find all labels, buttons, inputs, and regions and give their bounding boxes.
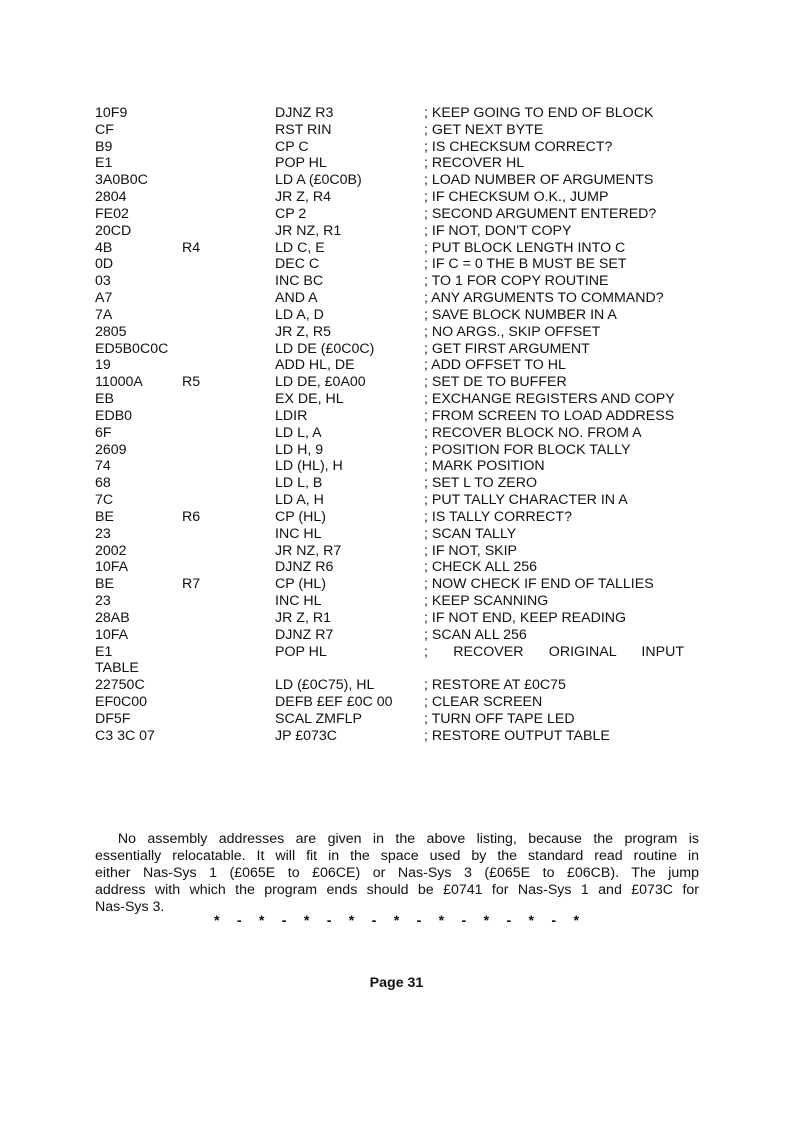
machine-code: E1 [95,155,113,172]
instruction: LD (HL), H [275,458,343,475]
comment: ; SET L TO ZERO [424,475,538,492]
instruction: LD A, D [275,306,324,323]
instruction: POP HL [275,155,327,172]
comment: ; IF CHECKSUM O.K., JUMP [424,189,609,206]
comment: ; MARK POSITION [424,458,545,475]
instruction: LD A (£0C0B) [275,172,362,189]
body-paragraph [95,831,699,916]
machine-code: A7 [95,290,113,307]
instruction: JR NZ, R7 [275,542,342,559]
instruction: CP (HL) [275,508,326,525]
machine-code: 10F9 [95,105,128,121]
comment: ; TO 1 FOR COPY ROUTINE [424,273,609,290]
section-separator: * - * - * - * - * - * - * - * - * [214,913,579,929]
instruction: DJNZ R7 [275,626,334,643]
machine-code: 19 [95,357,111,374]
instruction: LD L, A [275,424,322,441]
machine-code: 20CD [95,222,132,239]
instruction: INC HL [275,525,322,542]
instruction: POP HL [275,643,327,660]
machine-code: 2804 [95,189,127,206]
comment: ; ADD OFFSET TO HL [424,357,566,374]
machine-code: EB [95,391,114,408]
instruction: LD (£0C75), HL [275,677,375,694]
label: R7 [182,576,201,593]
comment: ; GET NEXT BYTE [424,121,544,138]
machine-code: DF5F [95,710,131,727]
machine-code: 10FA [95,626,129,643]
instruction: AND A [275,290,318,307]
machine-code: 7C [95,492,114,509]
machine-code: 11000A [95,374,143,391]
instruction: JR Z, R5 [275,323,331,340]
label: R4 [182,239,201,256]
comment: ; PUT BLOCK LENGTH INTO C [424,239,626,256]
instruction: DJNZ R6 [275,559,334,576]
machine-code: 2805 [95,323,127,340]
machine-code: C3 3C 07 [95,727,155,744]
instruction: LD DE (£0C0C) [275,340,375,357]
machine-code: ED5B0C0C [95,340,169,357]
instruction: CP 2 [275,205,307,222]
paragraph-line: Nas-Sys 3. [95,899,165,915]
comment: ; SAVE BLOCK NUMBER IN A [424,306,617,323]
machine-code: 7A [95,306,113,323]
machine-code: 0D [95,256,114,273]
instruction: JR Z, R4 [275,189,331,206]
page-number: Page 31 [369,975,424,991]
comment: ; KEEP GOING TO END OF BLOCK [424,105,654,121]
comment: ; CHECK ALL 256 [424,559,538,576]
instruction: INC BC [275,273,324,290]
comment: ; NOW CHECK IF END OF TALLIES [424,576,654,593]
instruction: LD C, E [275,239,325,256]
machine-code: 28AB [95,609,130,626]
comment: ; SCAN ALL 256 [424,626,527,643]
comment: ; SET DE TO BUFFER [424,374,567,391]
comment: ; IF C = 0 THE B MUST BE SET [424,256,627,273]
machine-code: 68 [95,475,111,492]
instruction: LD A, H [275,492,324,509]
machine-code: CF [95,121,114,138]
comment: ; POSITION FOR BLOCK TALLY [424,441,631,458]
machine-code: 3A0B0C [95,172,148,189]
comment: ; RESTORE OUTPUT TABLE [424,727,610,744]
instruction: DEFB £EF £0C 00 [275,693,393,710]
comment: ; SECOND ARGUMENT ENTERED? [424,205,657,222]
comment: ; IF NOT END, KEEP READING [424,609,627,626]
label: R5 [182,374,201,391]
instruction: RST RIN [275,121,332,138]
instruction: EX DE, HL [275,391,344,408]
instruction: SCAL ZMFLP [275,710,362,727]
instruction: INC HL [275,593,322,610]
comment: ; SCAN TALLY [424,525,517,542]
comment: ; IS CHECKSUM CORRECT? [424,138,613,155]
instruction: LD L, B [275,475,323,492]
machine-code: 23 [95,593,111,610]
machine-code: BE [95,576,114,593]
instruction: CP (HL) [275,576,326,593]
comment: ; FROM SCREEN TO LOAD ADDRESS [424,407,675,424]
instruction: ADD HL, DE [275,357,355,374]
label: R6 [182,508,201,525]
instruction: DJNZ R3 [275,105,334,121]
machine-code: 22750C [95,677,145,694]
instruction: JP £073C [275,727,338,744]
machine-code: E1 [95,643,113,660]
paragraph-line: No assembly addresses are given in the above listing, because the program is [95,831,699,847]
comment: ; IF NOT, DON'T COPY [424,222,572,239]
machine-code: 2002 [95,542,127,559]
comment: ; RESTORE AT £0C75 [424,677,566,694]
instruction: JR NZ, R1 [275,222,342,239]
comment: ; RECOVER ORIGINAL INPUT [424,643,684,660]
machine-code: BE [95,508,114,525]
comment: ; GET FIRST ARGUMENT [424,340,590,357]
comment: ; KEEP SCANNING [424,593,549,610]
comment: ; CLEAR SCREEN [424,693,543,710]
machine-code: 6F [95,424,112,441]
instruction: CP C [275,138,309,155]
machine-code: 23 [95,525,111,542]
machine-code: 2609 [95,441,127,458]
instruction: LD H, 9 [275,441,324,458]
instruction: LD DE, £0A00 [275,374,366,391]
comment: ; IF NOT, SKIP [424,542,518,559]
instruction: LDIR [275,407,308,424]
instruction: DEC C [275,256,320,273]
comment: ; TURN OFF TAPE LED [424,710,575,727]
paragraph-line: address with which the program ends should be £0741 for Nas-Sys 1 and £073C for [95,882,699,898]
comment: ; RECOVER HL [424,155,525,172]
machine-code: TABLE [95,660,139,677]
comment: ; EXCHANGE REGISTERS AND COPY [424,391,675,408]
machine-code: B9 [95,138,113,155]
machine-code: 74 [95,458,111,475]
machine-code: 10FA [95,559,129,576]
machine-code: EDB0 [95,407,133,424]
comment: ; NO ARGS., SKIP OFFSET [424,323,601,340]
machine-code: FE02 [95,205,129,222]
paragraph-line: essentially relocatable. It will fit in the space used by the standard read routine in [95,848,699,864]
comment: ; ANY ARGUMENTS TO COMMAND? [424,290,664,307]
comment: ; IS TALLY CORRECT? [424,508,572,525]
machine-code: 4B [95,239,113,256]
comment: ; PUT TALLY CHARACTER IN A [424,492,628,509]
machine-code: EF0C00 [95,693,148,710]
paragraph-line: either Nas-Sys 1 (£065E to £06CE) or Nas-Sys 3 (£065E to £06CB). The jump [95,865,699,881]
comment: ; RECOVER BLOCK NO. FROM A [424,424,642,441]
comment: ; LOAD NUMBER OF ARGUMENTS [424,172,654,189]
instruction: JR Z, R1 [275,609,331,626]
machine-code: 03 [95,273,111,290]
